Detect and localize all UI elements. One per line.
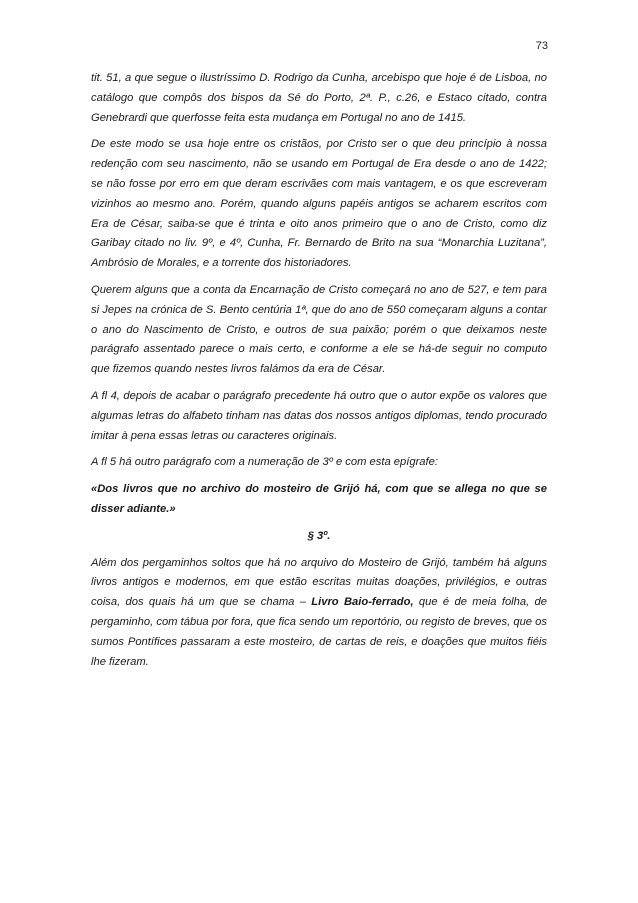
document-body (91, 69, 547, 679)
paragraph-1: tit. 51, a que segue o ilustríssimo D. Rodrigo da Cunha, arcebispo que hoje é de Lisboa, no catálogo que compôs dos bispos da Sé do Porto, 2ª. P., c.26, e Estaco citado, contra Genebrardi que querfosse feita esta mudança em Portugal no ano de 1415. (91, 72, 547, 124)
epigraph-quote: «Dos livros que no archivo do mosteiro de Grijó há, com que se allega no que se disser adiante.» (91, 483, 547, 515)
paragraph-4: A fl 4, depois de acabar o parágrafo precedente há outro que o autor expõe os valores que algumas letras do alfabeto tinham nas datas dos nossos antigos diplomas, tendo procurado imitar à pena essas letras ou caracteres originais. (91, 389, 547, 442)
book-title-bold: Livro Baio-ferrado, (311, 596, 414, 609)
paragraph-6-text-end: que é de meia folha, de pergaminho, com tábua por fora, que fica sendo um reportório, ou registo de breves, que os sumos Pontífices passaram a este mosteiro, de cartas de reis, e doações que muitos fiéis lhe fizeram. (91, 596, 547, 668)
paragraph-5: A fl 5 há outro parágrafo com a numeração de 3º e com esta epígrafe: (91, 456, 438, 469)
paragraph-6-text-start: Além dos pergaminhos soltos que há no arquivo do Mosteiro de Grijó, também há alguns livros antigos e modernos, em que estão escritas muitas doações, privilégios, e outras coisa, dos quais há um que se chama – (91, 556, 547, 609)
section-heading: § 3º. (307, 529, 331, 542)
paragraph-2: De este modo se usa hoje entre os cristãos, por Cristo ser o que deu princípio à nossa redenção com seu nascimento, não se usando em Portugal de Era desde o ano de 1422; se não fosse por erro em que deram escrivães com mais vantagem, e os que escreveram vizinhos ao mesmo ano. Porém, quando alguns papéis antigos se acharem escritos com Era de César, saiba-se que é trinta e oito anos primeiro que o ano de Cristo, como diz Garibay citado no liv. 9º, e 4º, Cunha, Fr. Bernardo de Brito na sua “Monarchia Luzitana”, Ambrósio de Morales, e a torrente dos historiadores. (91, 138, 547, 270)
page-number: 73 (535, 40, 548, 52)
paragraph-6 (91, 554, 547, 673)
paragraph-3: Querem alguns que a conta da Encarnação de Cristo começará no ano de 527, e tem para si Jepes na crónica de S. Bento centúria 1ª, que do ano de 550 começaram alguns a contar o ano do Nascimento de Cristo, e outros de sua paixão; porém o que deixamos neste parágrafo assentado parece o mais certo, e conforme a ele se há-de seguir no computo que fizemos quando nestes livros falámos da era de César. (91, 283, 547, 376)
